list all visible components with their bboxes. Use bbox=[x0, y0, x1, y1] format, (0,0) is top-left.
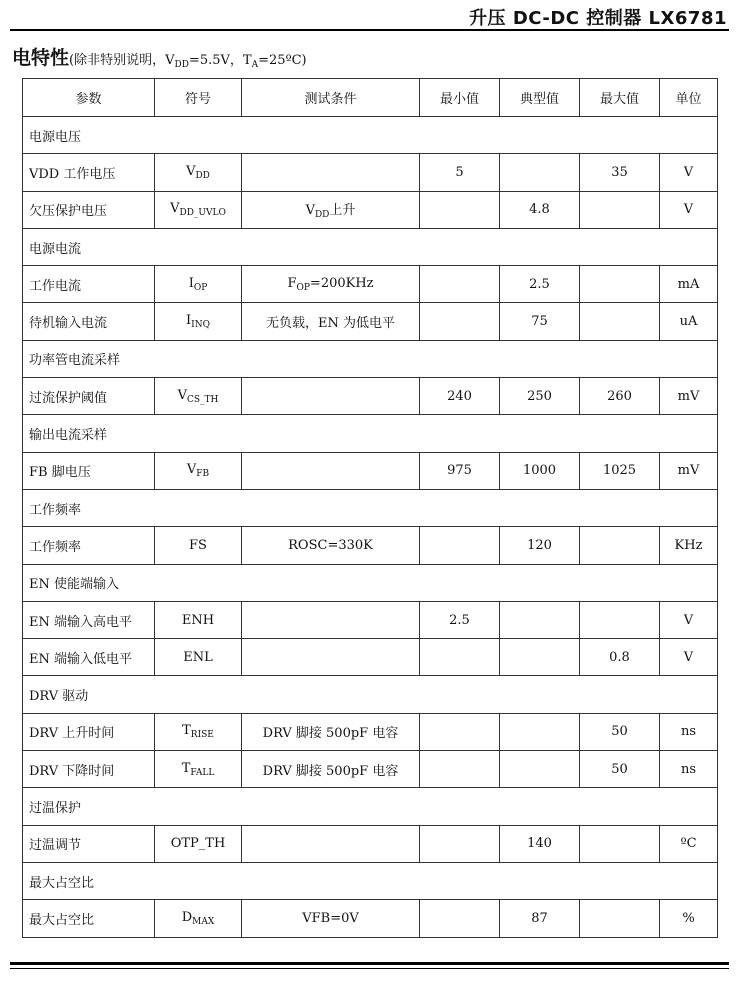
symbol-sub: RISE bbox=[190, 730, 214, 741]
symbol-cell: OTP_TH bbox=[155, 825, 242, 862]
header-symbol: 符号 bbox=[155, 79, 242, 117]
table-row bbox=[23, 825, 718, 862]
condition-cell bbox=[242, 191, 420, 228]
document-header-title: 升压 DC-DC 控制器 LX6781 bbox=[469, 8, 727, 29]
typ-cell bbox=[500, 751, 580, 788]
table-row bbox=[23, 191, 718, 228]
typ-cell: 140 bbox=[500, 825, 580, 862]
group-row-otp bbox=[23, 788, 718, 825]
symbol-cell: ENH bbox=[155, 601, 242, 638]
param-cell: DRV 下降时间 bbox=[23, 751, 155, 788]
unit-cell: V bbox=[660, 601, 718, 638]
max-cell bbox=[580, 303, 660, 340]
min-cell bbox=[420, 751, 500, 788]
table-row bbox=[23, 452, 718, 489]
symbol-cell bbox=[155, 191, 242, 228]
max-cell bbox=[580, 825, 660, 862]
condition-cell bbox=[242, 601, 420, 638]
condition-cell: ROSC=330K bbox=[242, 527, 420, 564]
min-cell: 5 bbox=[420, 154, 500, 191]
condition-cell bbox=[242, 378, 420, 415]
symbol-main: T bbox=[181, 760, 191, 776]
typ-cell bbox=[500, 601, 580, 638]
condition-sub: OP bbox=[296, 282, 310, 293]
symbol-cell bbox=[155, 154, 242, 191]
condition-suffix: 上升 bbox=[329, 203, 356, 219]
typ-cell: 250 bbox=[500, 378, 580, 415]
min-cell: 2.5 bbox=[420, 601, 500, 638]
param-cell: 工作频率 bbox=[23, 527, 155, 564]
condition-cell bbox=[242, 639, 420, 676]
group-label: 电源电流 bbox=[23, 228, 718, 265]
table-row bbox=[23, 751, 718, 788]
table-row bbox=[23, 303, 718, 340]
table-row bbox=[23, 154, 718, 191]
symbol-cell bbox=[155, 266, 242, 303]
group-row-supply-current bbox=[23, 228, 718, 265]
group-label: 工作频率 bbox=[23, 489, 718, 526]
symbol-main: T bbox=[182, 723, 191, 739]
table-row bbox=[23, 266, 718, 303]
condition-cell bbox=[242, 266, 420, 303]
electrical-characteristics-table bbox=[22, 78, 718, 938]
symbol-main: I bbox=[186, 313, 192, 329]
typ-cell bbox=[500, 639, 580, 676]
max-cell: 50 bbox=[580, 751, 660, 788]
symbol-sub: OP bbox=[193, 282, 208, 293]
max-cell: 260 bbox=[580, 378, 660, 415]
max-cell bbox=[580, 900, 660, 937]
min-cell bbox=[420, 900, 500, 937]
symbol-main: I bbox=[188, 275, 194, 291]
unit-cell: V bbox=[660, 191, 718, 228]
max-cell bbox=[580, 601, 660, 638]
min-cell bbox=[420, 639, 500, 676]
symbol-cell bbox=[155, 713, 242, 750]
typ-cell bbox=[500, 713, 580, 750]
header-typ: 典型值 bbox=[500, 79, 580, 117]
unit-cell: mV bbox=[660, 452, 718, 489]
symbol-main: V bbox=[177, 387, 187, 403]
symbol-cell bbox=[155, 378, 242, 415]
symbol-sub: DD_UVLO bbox=[179, 208, 226, 219]
unit-cell: mV bbox=[660, 378, 718, 415]
param-cell: VDD 工作电压 bbox=[23, 154, 155, 191]
param-cell: 欠压保护电压 bbox=[23, 191, 155, 228]
typ-cell: 120 bbox=[500, 527, 580, 564]
unit-cell: % bbox=[660, 900, 718, 937]
footer-rule-thick bbox=[10, 962, 729, 965]
symbol-main: V bbox=[186, 462, 197, 478]
group-label: 最大占空比 bbox=[23, 862, 718, 899]
table-row bbox=[23, 900, 718, 937]
param-cell: 最大占空比 bbox=[23, 900, 155, 937]
condition-cell: 无负载，EN 为低电平 bbox=[242, 303, 420, 340]
param-cell: 待机输入电流 bbox=[23, 303, 155, 340]
condition-cell: VFB=0V bbox=[242, 900, 420, 937]
symbol-sub: FALL bbox=[190, 767, 215, 778]
group-label: 输出电流采样 bbox=[23, 415, 718, 452]
unit-cell: ns bbox=[660, 751, 718, 788]
symbol-sub: INQ bbox=[191, 320, 210, 331]
section-heading bbox=[12, 43, 307, 70]
unit-cell: ºC bbox=[660, 825, 718, 862]
typ-cell: 75 bbox=[500, 303, 580, 340]
table-header-row bbox=[23, 79, 718, 117]
condition-sub: DD bbox=[314, 210, 330, 221]
group-row-frequency bbox=[23, 489, 718, 526]
condition-cell bbox=[242, 452, 420, 489]
typ-cell: 4.8 bbox=[500, 191, 580, 228]
group-row-en-input bbox=[23, 564, 718, 601]
param-cell: EN 端输入低电平 bbox=[23, 639, 155, 676]
group-label: 电源电压 bbox=[23, 117, 718, 154]
unit-cell: uA bbox=[660, 303, 718, 340]
symbol-sub: MAX bbox=[192, 916, 215, 927]
param-cell: 过温调节 bbox=[23, 825, 155, 862]
min-cell bbox=[420, 713, 500, 750]
table-row bbox=[23, 601, 718, 638]
group-row-drv bbox=[23, 676, 718, 713]
unit-cell: V bbox=[660, 639, 718, 676]
group-row-max-duty bbox=[23, 862, 718, 899]
condition-main: F bbox=[287, 275, 297, 291]
condition-cell: DRV 脚接 500pF 电容 bbox=[242, 751, 420, 788]
min-cell bbox=[420, 825, 500, 862]
typ-cell: 1000 bbox=[500, 452, 580, 489]
max-cell bbox=[580, 191, 660, 228]
symbol-main: V bbox=[170, 201, 180, 217]
unit-cell: KHz bbox=[660, 527, 718, 564]
symbol-sub: FB bbox=[196, 469, 210, 480]
min-cell bbox=[420, 527, 500, 564]
conditions-prefix: (除非特别说明，V bbox=[69, 53, 175, 68]
max-cell: 0.8 bbox=[580, 639, 660, 676]
section-title: 电特性 bbox=[12, 47, 70, 69]
symbol-main: V bbox=[186, 163, 196, 179]
header-rule bbox=[10, 29, 729, 31]
unit-cell: V bbox=[660, 154, 718, 191]
group-label: 过温保护 bbox=[23, 788, 718, 825]
group-row-power-sense bbox=[23, 340, 718, 377]
footer-rule-thin bbox=[10, 968, 729, 969]
group-row-supply-voltage bbox=[23, 117, 718, 154]
typ-cell: 87 bbox=[500, 900, 580, 937]
unit-cell: ns bbox=[660, 713, 718, 750]
header-min: 最小值 bbox=[420, 79, 500, 117]
max-cell: 50 bbox=[580, 713, 660, 750]
min-cell bbox=[420, 191, 500, 228]
param-cell: FB 脚电压 bbox=[23, 452, 155, 489]
table-row bbox=[23, 378, 718, 415]
condition-main: V bbox=[305, 203, 315, 219]
condition-cell bbox=[242, 154, 420, 191]
table-row bbox=[23, 639, 718, 676]
table-row bbox=[23, 527, 718, 564]
group-label: EN 使能端输入 bbox=[23, 564, 718, 601]
param-cell: EN 端输入高电平 bbox=[23, 601, 155, 638]
header-unit: 单位 bbox=[660, 79, 718, 117]
symbol-cell bbox=[155, 452, 242, 489]
typ-cell bbox=[500, 154, 580, 191]
param-cell: 过流保护阈值 bbox=[23, 378, 155, 415]
symbol-cell: ENL bbox=[155, 639, 242, 676]
unit-cell: mA bbox=[660, 266, 718, 303]
header-param: 参数 bbox=[23, 79, 155, 117]
header-condition: 测试条件 bbox=[242, 79, 420, 117]
conditions-suffix: =25ºC) bbox=[258, 53, 307, 68]
symbol-cell: FS bbox=[155, 527, 242, 564]
min-cell bbox=[420, 303, 500, 340]
symbol-main: D bbox=[181, 909, 193, 925]
param-cell: DRV 上升时间 bbox=[23, 713, 155, 750]
min-cell: 240 bbox=[420, 378, 500, 415]
symbol-cell bbox=[155, 303, 242, 340]
min-cell: 975 bbox=[420, 452, 500, 489]
header-max: 最大值 bbox=[580, 79, 660, 117]
group-label: DRV 驱动 bbox=[23, 676, 718, 713]
symbol-cell bbox=[155, 900, 242, 937]
conditions-mid: =5.5V，T bbox=[188, 53, 252, 68]
conditions-ta-sub: A bbox=[251, 60, 259, 70]
max-cell: 1025 bbox=[580, 452, 660, 489]
table-row bbox=[23, 713, 718, 750]
condition-suffix: =200KHz bbox=[309, 275, 374, 291]
conditions-vdd-sub: DD bbox=[174, 60, 189, 70]
group-row-output-sense bbox=[23, 415, 718, 452]
param-cell: 工作电流 bbox=[23, 266, 155, 303]
typ-cell: 2.5 bbox=[500, 266, 580, 303]
condition-cell bbox=[242, 825, 420, 862]
min-cell bbox=[420, 266, 500, 303]
max-cell: 35 bbox=[580, 154, 660, 191]
symbol-sub: DD bbox=[195, 170, 210, 181]
symbol-sub: CS_TH bbox=[186, 394, 219, 405]
group-label: 功率管电流采样 bbox=[23, 340, 718, 377]
condition-cell: DRV 脚接 500pF 电容 bbox=[242, 713, 420, 750]
symbol-cell bbox=[155, 751, 242, 788]
max-cell bbox=[580, 266, 660, 303]
max-cell bbox=[580, 527, 660, 564]
